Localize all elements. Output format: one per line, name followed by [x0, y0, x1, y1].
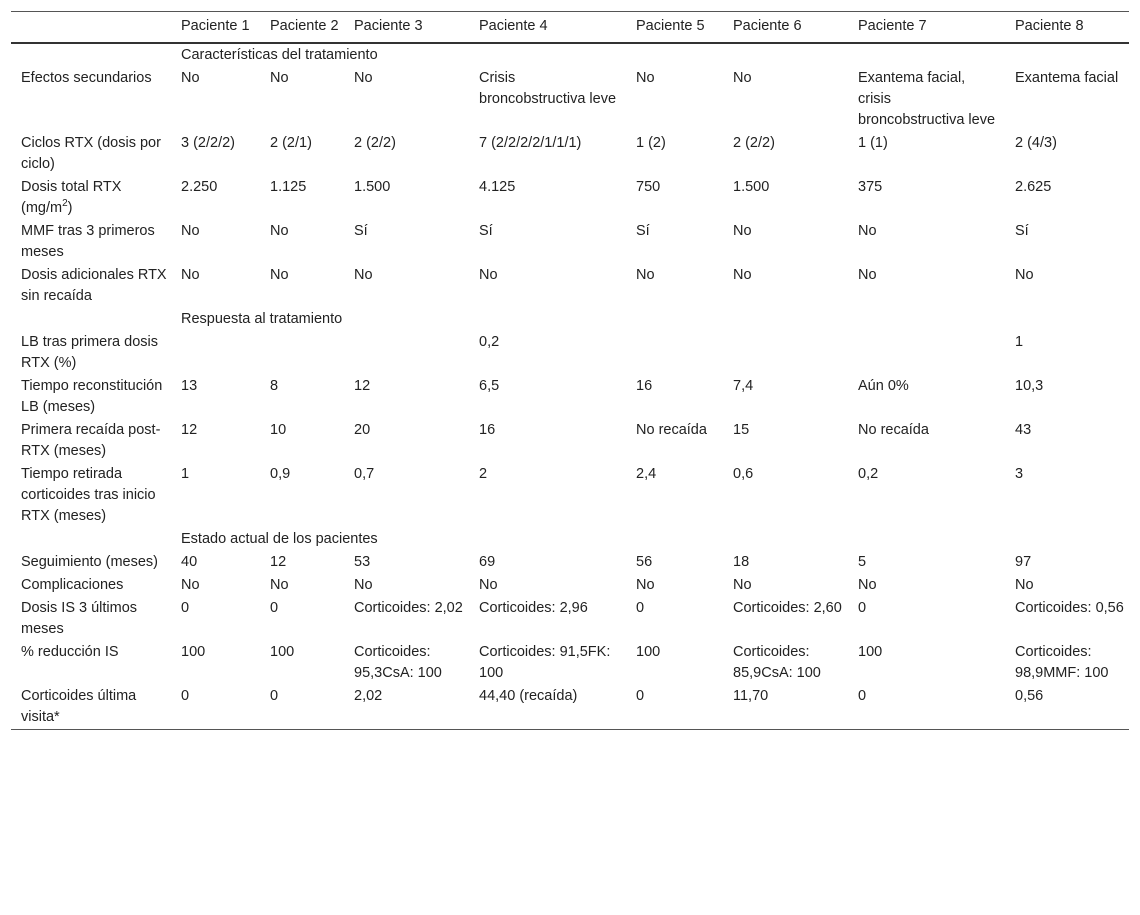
table-row — [11, 331, 1129, 375]
header-patient-7: Paciente 7 — [848, 12, 1005, 44]
table-container — [11, 11, 1129, 730]
table-cell — [848, 331, 1005, 375]
header-patient-1: Paciente 1 — [171, 12, 260, 44]
table-row — [11, 641, 1129, 685]
row-label-text: Complicaciones — [21, 577, 124, 593]
table-cell: No — [270, 577, 289, 593]
table-cell: Corticoides: 2,60 — [733, 600, 842, 616]
table-cell: 3 (2/2/2) — [181, 135, 235, 151]
row-label — [11, 331, 171, 375]
table-cell: 97 — [1015, 554, 1032, 570]
table-cell: No — [354, 70, 373, 86]
table-cell: Sí — [636, 223, 650, 239]
table-cell — [626, 331, 723, 375]
table-row — [11, 264, 1129, 308]
table-cell: 16 — [479, 422, 496, 438]
table-cell: 3 — [1015, 466, 1024, 482]
table-cell: 1 — [181, 466, 190, 482]
table-cell: 100 — [270, 644, 295, 660]
table-cell: 7 (2/2/2/2/1/1/1) — [479, 135, 582, 151]
table-cell: 7,4 — [733, 378, 754, 394]
table-cell: 2 (4/3) — [1015, 135, 1057, 151]
table-cell: 2,02 — [354, 688, 383, 704]
table-cell: 375 — [858, 179, 883, 195]
table-cell: No — [636, 577, 655, 593]
row-label-text: Corticoides última visita* — [21, 688, 137, 725]
table-cell: No — [354, 577, 373, 593]
row-label-text: Dosis IS 3 últimos meses — [21, 600, 138, 637]
table-row — [11, 463, 1129, 528]
table-cell — [260, 331, 344, 375]
table-cell: No — [733, 70, 752, 86]
table-cell: Sí — [479, 223, 493, 239]
row-label-text: Dosis adicionales RTX sin recaída — [21, 267, 167, 304]
table-cell: Aún 0% — [858, 378, 909, 394]
row-label-text: Tiempo reconstitución LB (meses) — [21, 378, 163, 415]
row-label-text: MMF tras 3 primeros meses — [21, 223, 155, 260]
table-cell: No — [636, 70, 655, 86]
section-spacer-cell — [11, 308, 171, 331]
table-cell: No recaída — [858, 422, 929, 438]
table-cell: Corticoides: 0,56 — [1015, 600, 1124, 616]
table-cell: 0 — [636, 688, 645, 704]
table-cell: 5 — [858, 554, 867, 570]
table-cell: 15 — [733, 422, 750, 438]
table-cell: 69 — [479, 554, 496, 570]
table-row — [11, 176, 1129, 220]
row-label — [11, 176, 171, 220]
table-cell: 2 (2/2) — [354, 135, 396, 151]
row-label-text: LB tras primera dosis RTX (%) — [21, 334, 158, 371]
table-cell: 0,56 — [1015, 688, 1044, 704]
table-cell: 12 — [270, 554, 287, 570]
table-cell: No — [181, 267, 200, 283]
table-row — [11, 597, 1129, 641]
table-cell: Corticoides: 2,02 — [354, 600, 463, 616]
table-cell: 12 — [181, 422, 198, 438]
table-cell: Sí — [1015, 223, 1029, 239]
section-spacer-cell — [11, 43, 171, 67]
row-label-text: Seguimiento (meses) — [21, 554, 158, 570]
table-cell: Corticoides: 2,96 — [479, 600, 588, 616]
table-cell: 0 — [181, 600, 190, 616]
header-empty-cell — [11, 12, 171, 44]
table-cell: 0 — [858, 688, 867, 704]
table-cell: 1.125 — [270, 179, 307, 195]
table-cell: No — [858, 267, 877, 283]
table-cell: 20 — [354, 422, 371, 438]
table-cell: 43 — [1015, 422, 1032, 438]
table-cell: 40 — [181, 554, 198, 570]
table-cell: No — [270, 223, 289, 239]
row-label — [11, 685, 171, 730]
row-label — [11, 551, 171, 574]
table-cell: 2 — [479, 466, 488, 482]
row-label-text: Ciclos RTX (dosis por ciclo) — [21, 135, 161, 172]
row-label-text: Efectos secundarios — [21, 70, 152, 86]
section-title: Características del tratamiento — [181, 47, 378, 63]
row-label — [11, 574, 171, 597]
row-label-text: Primera recaída post-RTX (meses) — [21, 422, 161, 459]
table-cell: 2 (2/1) — [270, 135, 312, 151]
table-cell: Corticoides: 91,5FK: 100 — [479, 644, 611, 681]
table-cell: No — [181, 577, 200, 593]
table-cell: No — [270, 267, 289, 283]
row-label — [11, 597, 171, 641]
table-cell: 8 — [270, 378, 279, 394]
table-cell: Corticoides: 98,9MMF: 100 — [1015, 644, 1109, 681]
row-label — [11, 67, 171, 132]
section-title: Respuesta al tratamiento — [181, 311, 343, 327]
table-cell: 100 — [858, 644, 883, 660]
row-label-text: Tiempo retirada corticoides tras inicio RTX (meses) — [21, 466, 156, 524]
section-row — [11, 528, 1129, 551]
table-row — [11, 220, 1129, 264]
table-cell: 11,70 — [733, 688, 769, 704]
table-cell: 1 (1) — [858, 135, 888, 151]
table-cell: 6,5 — [479, 378, 500, 394]
table-cell — [171, 331, 260, 375]
table-cell: 0 — [181, 688, 190, 704]
table-cell: Exantema facial — [1015, 70, 1119, 86]
table-cell: 53 — [354, 554, 371, 570]
row-label-text: Dosis total RTX (mg/m — [21, 179, 122, 216]
row-label — [11, 641, 171, 685]
table-row — [11, 67, 1129, 132]
table-cell: 2.625 — [1015, 179, 1052, 195]
table-cell: 0 — [270, 600, 279, 616]
table-cell: 100 — [181, 644, 206, 660]
table-body — [11, 43, 1129, 730]
table-cell: No — [733, 223, 752, 239]
table-cell: 18 — [733, 554, 750, 570]
table-cell: No — [1015, 267, 1034, 283]
table-cell: 0 — [270, 688, 279, 704]
table-cell: No — [733, 577, 752, 593]
row-label-superscript: 2 — [62, 198, 68, 210]
header-row — [11, 12, 1129, 44]
row-label-suffix: ) — [67, 200, 73, 216]
table-cell: 13 — [181, 378, 198, 394]
table-cell: No — [733, 267, 752, 283]
table-cell: 10 — [270, 422, 287, 438]
table-cell: 1.500 — [733, 179, 770, 195]
table-cell: No — [858, 577, 877, 593]
table-cell: 1 — [1015, 334, 1024, 350]
header-patient-4: Paciente 4 — [469, 12, 626, 44]
section-row — [11, 308, 1129, 331]
row-label — [11, 419, 171, 463]
table-cell: 1.500 — [354, 179, 391, 195]
table-cell: 12 — [354, 378, 371, 394]
header-patient-5: Paciente 5 — [626, 12, 723, 44]
table-cell: Exantema facial, crisis broncobstructiva leve — [858, 70, 996, 128]
table-cell: 750 — [636, 179, 661, 195]
table-cell: No — [479, 577, 498, 593]
table-cell — [723, 331, 848, 375]
table-cell: 0,2 — [479, 334, 500, 350]
table-cell: No — [181, 70, 200, 86]
header-patient-8: Paciente 8 — [1005, 12, 1129, 44]
table-cell: No — [354, 267, 373, 283]
table-cell: 4.125 — [479, 179, 516, 195]
table-cell: No — [270, 70, 289, 86]
table-cell: 44,40 (recaída) — [479, 688, 578, 704]
table-row — [11, 574, 1129, 597]
table-cell: 1 (2) — [636, 135, 666, 151]
table-cell — [344, 331, 469, 375]
table-cell: 10,3 — [1015, 378, 1044, 394]
table-cell: Sí — [354, 223, 368, 239]
table-cell: 0,2 — [858, 466, 879, 482]
table-row — [11, 375, 1129, 419]
table-cell: 100 — [636, 644, 661, 660]
patients-table — [11, 11, 1129, 730]
section-spacer-cell — [11, 528, 171, 551]
table-cell: 56 — [636, 554, 653, 570]
section-title: Estado actual de los pacientes — [181, 531, 378, 547]
table-cell: Corticoides: 85,9CsA: 100 — [733, 644, 821, 681]
row-label — [11, 375, 171, 419]
table-cell: 2.250 — [181, 179, 218, 195]
table-cell: 0,7 — [354, 466, 375, 482]
table-cell: No — [181, 223, 200, 239]
table-cell: 0,9 — [270, 466, 291, 482]
row-label-text: % reducción IS — [21, 644, 119, 660]
table-cell: Crisis broncobstructiva leve — [479, 70, 617, 107]
row-label — [11, 264, 171, 308]
table-cell: 0 — [636, 600, 645, 616]
table-row — [11, 685, 1129, 730]
table-row — [11, 419, 1129, 463]
section-row — [11, 43, 1129, 67]
table-cell: No — [479, 267, 498, 283]
table-cell: 0 — [858, 600, 867, 616]
header-patient-3: Paciente 3 — [344, 12, 469, 44]
table-row — [11, 132, 1129, 176]
table-cell: 16 — [636, 378, 653, 394]
table-cell: No — [1015, 577, 1034, 593]
table-cell: No — [858, 223, 877, 239]
row-label — [11, 463, 171, 528]
header-patient-2: Paciente 2 — [260, 12, 344, 44]
table-cell: 2 (2/2) — [733, 135, 775, 151]
table-cell: Corticoides: 95,3CsA: 100 — [354, 644, 442, 681]
table-cell: No — [636, 267, 655, 283]
row-label — [11, 132, 171, 176]
table-cell: No recaída — [636, 422, 707, 438]
header-patient-6: Paciente 6 — [723, 12, 848, 44]
table-cell: 0,6 — [733, 466, 754, 482]
table-row — [11, 551, 1129, 574]
table-cell: 2,4 — [636, 466, 657, 482]
row-label — [11, 220, 171, 264]
